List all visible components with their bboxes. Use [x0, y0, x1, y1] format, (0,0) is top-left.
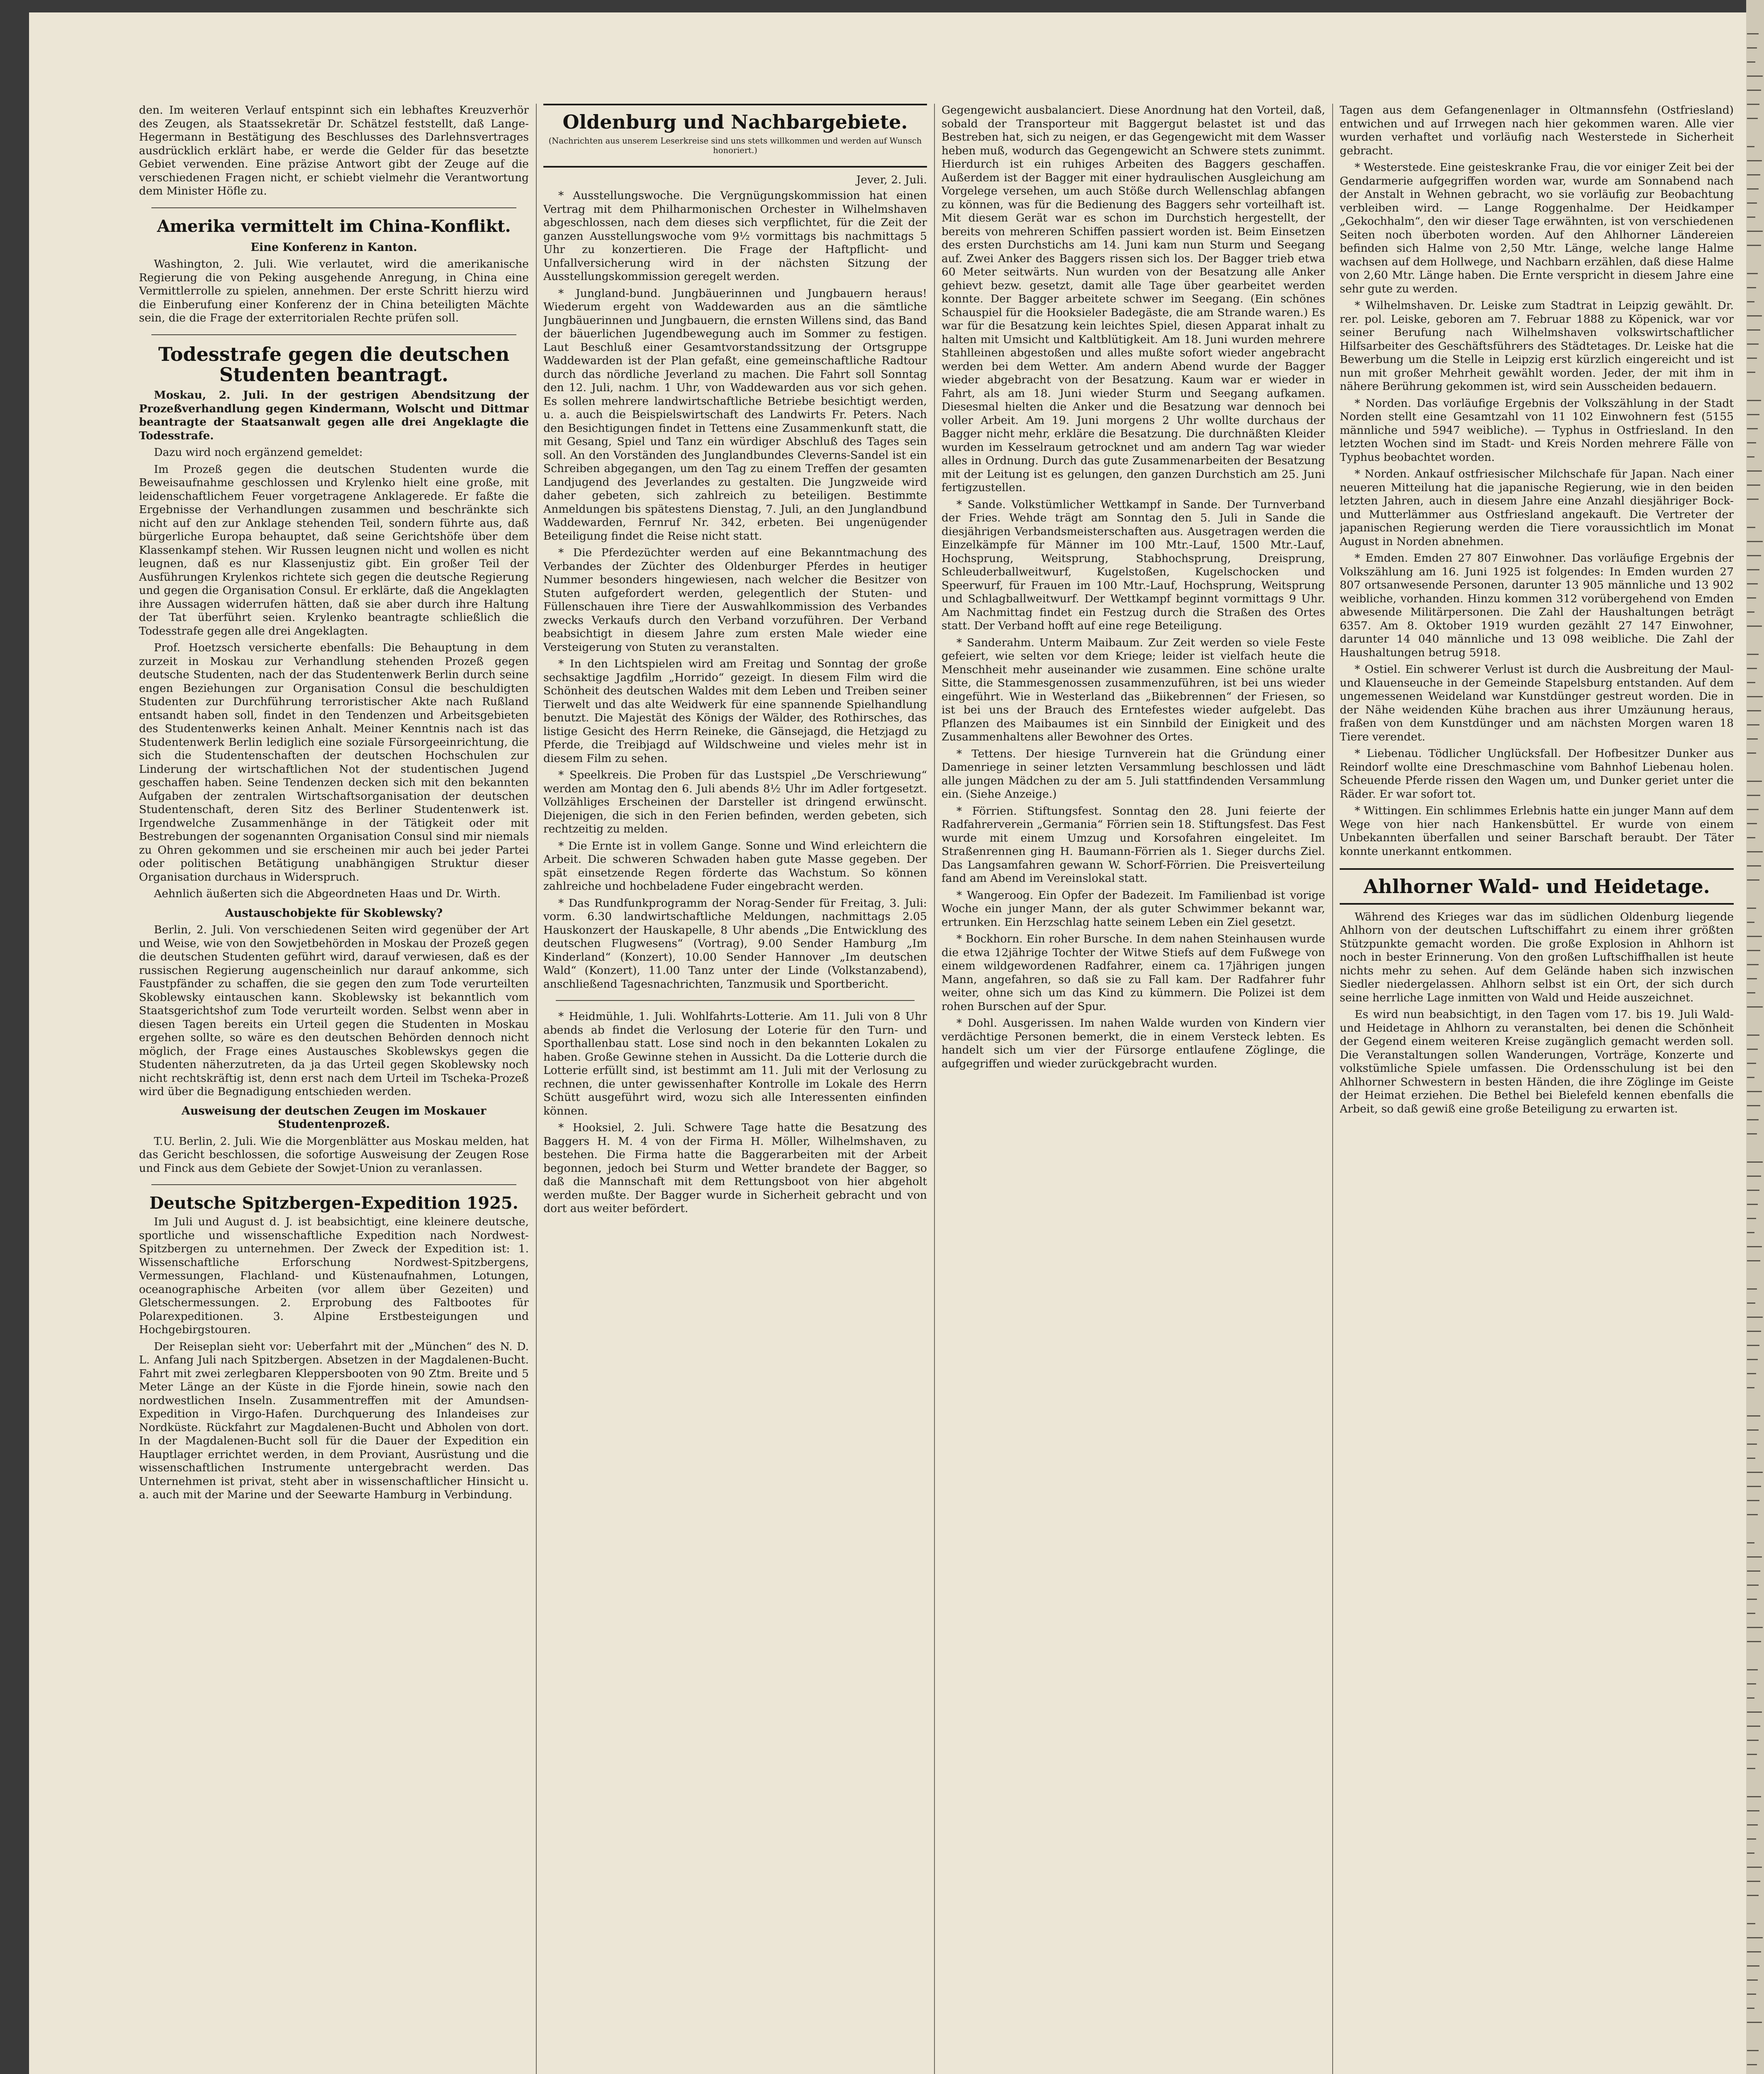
article-paragraph: * Wittingen. Ein schlimmes Erlebnis hatte ein junger Mann auf dem Wege von hier nach Hankensbüttel. Er wurde von einem Unbekannten überfallen und seiner Barschaft beraubt. Der Täter konnte unerkannt entkommen. — [1340, 804, 1734, 858]
edge-text-fragment — [1747, 1697, 1754, 1699]
edge-text-fragment — [1747, 329, 1760, 331]
article-continuation: Gegengewicht ausbalanciert. Diese Anordnung hat den Vorteil, daß, sobald der Transporteur mit Baggergut belastet ist und das Bestreben hat, sich zu neigen, er das Gegengewicht mit dem Wasser heben muß, wodurch das Gegengewicht an Schwere stets zunimmt. Hierdurch ist ein ruhiges Arbeiten des Baggers geschaffen. Außerdem ist der Bagger mit einer hydraulischen Ausgleichung am Vorgelege versehen, um auch Stöße durch Wellenschlag abfangen zu können, was für die Bedienung des Baggers sehr vorteilhaft ist. Mit diesem Gerät war es schon im Durchstich hergestellt, der bereits von mehreren Schiffen passiert worden ist. Beim Einsetzen des ersten Durchstichs am 14. Juni kam nun Sturm und Seegang auf. Zwei Anker des Baggers rissen sich los. Der Bagger trieb etwa 60 Meter seitwärts. Nun wurden von der Besatzung alle Anker gehievt bezw. gesetzt, damit alle Tage über gearbeitet werden konnte. Der Bagger arbeitete schwer im Seegang. (Ein schönes Schauspiel für die Hooksieler Badegäste, die am Strande waren.) Es war für die Besatzung kein leichtes Spiel, diesen Apparat inhalt zu halten mit Umsicht und Kaltblütigkeit. Am 18. Juni wurden mehrere Stahlleinen abgestoßen und alles mußte sofort wieder angebracht werden bei dem Wetter. Am andern Abend wurde der Bagger wieder abgebracht von der Besatzung. Kaum war er wieder in Fahrt, als am 18. Juni wieder Sturm und Seegang aufkamen. Diesesmal hielten die Anker und die Besatzung war dennoch bei voller Arbeit. Am 19. Juni morgens 2 Uhr wollte durchaus der Bagger nicht mehr, erkläre die Besatzung. Die durchnäßten Kleider wurden im Kesselraum getrocknet und am andern Tag war wieder alles in Ordnung. Durch das gute Zusammenarbeiten der Besatzung mit der Leitung ist es gelungen, den ganzen Durchstich am 25. Juni fertigzustellen. — [942, 104, 1325, 494]
edge-text-fragment — [1747, 414, 1759, 415]
edge-text-fragment — [1747, 823, 1757, 824]
edge-text-fragment — [1747, 1937, 1763, 1938]
article-paragraph: * Liebenau. Tödlicher Unglücksfall. Der Hofbesitzer Dunker aus Reindorf wollte eine Dreschmaschine vom Bahnhof Liebenau holen. Scheuende Pferde rissen den Wagen um, und Dunker geriet unter die Räder. Er war sofort tot. — [1340, 747, 1734, 801]
edge-text-fragment — [1747, 936, 1762, 937]
article-paragraph: * Westerstede. Eine geisteskranke Frau, die vor einiger Zeit bei der Gendarmerie aufgegriffen worden war, wurde am Sonnabend nach der Anstalt in Wehnen gebracht, wo sie vorläufig zur Beobachtung verbleiben wird. — Lange Roggenhalme. Der Heidkamper „Gekochhalm“, den wir dieser Tage erwähnten, ist von verschiedenen Seiten noch überboten worden. Auf den Ahlhorner Ländereien befinden sich Halme von 2,50 Mtr. Länge, welche lange Halme wachsen auf dem Hollwege, und Nachbarn erzählen, daß diese Halme von 2,60 Mtr. Länge haben. Die Ernte verspricht in diesem Jahre eine sehr gute zu werden. — [1340, 161, 1734, 295]
edge-text-fragment — [1747, 1923, 1755, 1924]
edge-text-fragment — [1747, 654, 1759, 655]
article-paragraph: * Hooksiel, 2. Juli. Schwere Tage hatte die Besatzung des Baggers H. M. 4 von der Firma H. Möller, Wilhelmshaven, zu bestehen. Die Firma hatte die Baggerarbeiten mit der Arbeit begonnen, jedoch bei Sturm und Wetter brandete der Bagger, so daß die Mannschaft mit dem Rettungsboot von hier abgeholt werden mußte. Der Bagger wurde in Sicherheit gebracht und von dort aus weiter befördert. — [543, 1121, 927, 1215]
edge-text-fragment — [1747, 245, 1761, 246]
edge-text-fragment — [1747, 1641, 1761, 1642]
dateline: Jever, 2. Juli. — [856, 173, 927, 186]
subheadline: Eine Konferenz in Kanton. — [251, 241, 417, 254]
edge-text-fragment — [1747, 47, 1757, 49]
edge-text-fragment — [1747, 1711, 1762, 1713]
article-paragraph: * Norden. Das vorläufige Ergebnis der Volkszählung in der Stadt Norden stellt eine Gesamtzahl von 11 102 Einwohnern fest (5155 männliche und 5947 weibliche). — Typhus in Ostfriesland. In den letzten Wochen sind im Stadt- und Kreis Norden mehrere Fälle von Typhus beobachtet worden. — [1340, 397, 1734, 464]
edge-text-fragment — [1747, 428, 1758, 429]
article-paragraph: Moskau, 2. Juli. In der gestrigen Abendsitzung der Prozeßverhandlung gegen Kindermann, Wolscht und Dittmar beantragte der Staatsanwalt gegen alle drei Angeklagte die Todesstrafe. — [139, 389, 529, 442]
edge-text-fragment — [1747, 2022, 1762, 2023]
section-header-box — [543, 104, 927, 168]
divider — [151, 1184, 516, 1185]
article-paragraph: Aehnlich äußerten sich die Abgeordneten Haas und Dr. Wirth. — [154, 887, 501, 901]
edge-text-fragment — [1747, 1472, 1763, 1473]
article-paragraph: Während des Krieges war das im südlichen Oldenburg liegende Ahlhorn von der deutschen Luftschiffahrt zu einem ihrer größten Stützpunkte gemacht worden. Die große Explosion in Ahlhorn ist noch in bester Erinnerung. Von den großen Luftschiffhallen ist heute nichts mehr zu sehen. Auf dem Gelände haben sich inzwischen Siedler niedergelassen. Ahlhorn selbst ist ein Ort, der sich durch seine herrliche Lage inmitten von Wald und Heide auszeichnet. — [1340, 910, 1734, 1004]
edge-text-fragment — [1747, 1345, 1759, 1346]
column-4 — [1340, 104, 1734, 2074]
edge-text-fragment — [1747, 1570, 1760, 1572]
edge-text-fragment — [1747, 1768, 1755, 1769]
edge-text-fragment — [1747, 1260, 1760, 1261]
article-continuation: den. Im weiteren Verlauf entspinnt sich ein lebhaftes Kreuzverhör des Zeugen, als Staatssekretär Dr. Schätzel feststellt, daß Lange-Hegermann in Bestätigung des Beschlusses des Darlehnsvertrages ausdrücklich erklärt habe, er werde die Gelder für das besetzte Gebiet verwenden. Eine präzise Antwort gibt der Zeuge auf die verschiedenen Fragen nicht, er schiebt vielmehr die Verantwortung dem Minister Höfle zu. — [139, 104, 529, 197]
edge-text-fragment — [1747, 1246, 1762, 1247]
edge-text-fragment — [1747, 978, 1757, 979]
article-paragraph: Es wird nun beabsichtigt, in den Tagen vom 17. bis 19. Juli Wald- und Heidetage in Ahlhorn zu veranstalten, bei denen die Schönheit der Gegend einem weiteren Kreise zugänglich gemacht werden soll. Die Veranstaltungen sollen Wanderungen, Vorträge, Konzerte und volkstümliche Spiele umfassen. Die Ordensschulung ist bei den Ahlhorner Schwestern in besten Händen, die ihre Zöglinge im Geiste der Heimat erziehen. Die Bethel bei Bielefeld kennen ebenfalls die Arbeit, so daß gewiß eine große Beteiligung zu erwarten ist. — [1340, 1008, 1734, 1115]
article-paragraph: Berlin, 2. Juli. Von verschiedenen Seiten wird gegenüber der Art und Weise, wie von den Sowjetbehörden in Moskau der Prozeß gegen die deutschen Studenten geführt wird, darauf verwiesen, daß es der russischen Regierung augenscheinlich nur darauf ankomme, sich Faustpfänder zu schaffen, die sie gegen den zum Tode verurteilten Skoblewsky eintauschen kann. Skoblewsky ist bekanntlich vom Staatsgerichtshof zum Tode verurteilt worden. Selbst wenn aber in diesen Tagen bereits ein Urteil gegen die Studenten in Moskau ergehen sollte, so wäre es den deutschen Behörden dennoch nicht möglich, der Frage eines Austausches Skoblewskys gegen die Studenten näherzutreten, da ja das Urteil gegen Skoblewsky noch nicht rechtskräftig ist, denn erst nach dem Urteil im Tscheka-Prozeß wird über die Begnadigung entschieden werden. — [139, 923, 529, 1098]
edge-text-fragment — [1747, 1119, 1759, 1120]
edge-text-fragment — [1747, 1373, 1756, 1374]
article-paragraph: * Förrien. Stiftungsfest. Sonntag den 28. Juni feierte der Radfahrerverein „Germania“ Förrien sein 18. Stiftungsfest. Das Fest wurde mit einem Umzug und Korsofahren eingeleitet. Im Straßenrennen ging H. Baumann-Förrien als 1. Sieger durchs Ziel. Das Langsamfahren gewann W. Schorf-Förrien. Die Preisverteilung fand am Abend im Vereinslokal statt. — [942, 804, 1325, 885]
edge-text-fragment — [1747, 555, 1761, 556]
edge-text-fragment — [1747, 1979, 1758, 1981]
edge-text-fragment — [1747, 1359, 1758, 1360]
edge-text-fragment — [1747, 1951, 1761, 1952]
edge-text-fragment — [1747, 696, 1763, 697]
edge-text-fragment — [1747, 1796, 1761, 1797]
article-paragraph: * Das Rundfunkprogramm der Norag-Sender für Freitag, 3. Juli: vorm. 6.30 landwirtschaftliche Meldungen, nachmittags 2.05 Hauskonzert der Hauskapelle, 8 Uhr abends „Die Entwicklung des deutschen Flugwesens“ (Vortrag), 9.00 Sender Hamburg „Im Kinderland“ (Konzert), 10.00 Sender Hannover „Im deutschen Wald“ (Konzert), 11.00 Tanz unter der Linde (Volkstanzabend), anschließend Tagesnachrichten, Tanzmusik und Sportbericht. — [543, 896, 927, 991]
edge-text-fragment — [1747, 1740, 1759, 1741]
edge-text-fragment — [1747, 1133, 1757, 1134]
edge-text-fragment — [1747, 851, 1763, 852]
edge-text-fragment — [1747, 1514, 1758, 1515]
edge-text-fragment — [1747, 1415, 1760, 1417]
edge-text-fragment — [1747, 217, 1755, 218]
headline-spitzbergen: Deutsche Spitzbergen-Expedition 1925. — [149, 1193, 518, 1213]
edge-text-fragment — [1747, 710, 1761, 711]
edge-text-fragment — [1747, 1429, 1759, 1431]
divider — [151, 207, 516, 208]
edge-text-fragment — [1747, 358, 1757, 359]
edge-text-fragment — [1747, 1006, 1763, 1008]
newspaper-page — [29, 12, 1746, 2074]
article-paragraph: * Sande. Volkstümlicher Wettkampf in Sande. Der Turnverband der Fries. Wehde trägt am Sonntag den 5. Juli in Sande die diesjährigen Verbandsmeisterschaften aus. Ausgetragen werden die Einzelkämpfe für Männer im 100 Mtr.-Lauf, 1500 Mtr.-Lauf, Hochsprung, Weitsprung, Stabhochsprung, Dreisprung, Schleuderballweitwurf, Kugelstoßen, Kugelschocken und Speerwurf, für Frauen im 100 Mtr.-Lauf, Hochsprung, Weitsprung und Schlagballweitwurf. Der Wettkampf beginnt vormittags 9 Uhr. Am Nachmittag findet ein Festzug durch die Straßen des Ortes statt. Der Verband hofft auf eine rege Beteiligung. — [942, 498, 1325, 632]
edge-text-fragment — [1747, 1669, 1758, 1670]
edge-text-fragment — [1747, 1895, 1759, 1896]
edge-text-fragment — [1747, 1599, 1757, 1600]
edge-text-fragment — [1747, 541, 1763, 542]
column-3 — [942, 104, 1325, 2074]
headline-todesstrafe: Todesstrafe gegen die deutschen Studenten beantragt. — [158, 343, 510, 386]
edge-text-fragment — [1747, 188, 1759, 190]
headline-box-ahlhorn — [1340, 868, 1734, 905]
edge-text-fragment — [1747, 1176, 1761, 1177]
edge-text-fragment — [1747, 484, 1760, 486]
edge-text-fragment — [1747, 315, 1762, 316]
edge-text-fragment — [1747, 301, 1754, 302]
edge-text-fragment — [1747, 1302, 1755, 1304]
edge-text-fragment — [1747, 950, 1760, 951]
edge-text-fragment — [1747, 752, 1756, 754]
edge-text-fragment — [1747, 1500, 1759, 1501]
article-paragraph: * In den Lichtspielen wird am Freitag und Sonntag der große sechsaktige Jagdfilm „Horrido“ gezeigt. In diesem Film wird die Schönheit des deutschen Waldes mit dem Leben und Treiben seiner Tierwelt und das alte Weidwerk für eine spannende Spielhandlung benutzt. Die Majestät des Königs der Wälder, des Rothirsches, das listige Gesicht des Herrn Reineke, die Gänsejagd, die Hetzjagd zu Pferde, die Treibjagd auf Wildschweine und vieles mehr ist in diesem Film zu sehen. — [543, 657, 927, 765]
edge-text-fragment — [1747, 470, 1762, 472]
edge-text-fragment — [1747, 1486, 1761, 1487]
edge-text-fragment — [1747, 1317, 1763, 1318]
article-paragraph: Im Juli und August d. J. ist beabsichtigt, eine kleinere deutsche, sportliche und wissenschaftliche Expedition nach Nordwest-Spitzbergen zu unternehmen. Der Zweck der Expedition ist: 1. Wissenschaftliche Erforschung Nordwest-Spitzbergens, Vermessungen, Flachland- und Küstenaufnahmen, Lotungen, oceanographische Arbeiten (vor allem über Gezeiten) und Gletschermessungen. 2. Erprobung des Faltbootes für Polarexpeditionen. 3. Alpine Erstbesteigungen und Hochgebirgstouren. — [139, 1215, 529, 1336]
edge-text-fragment — [1747, 1754, 1757, 1755]
edge-text-fragment — [1747, 879, 1759, 881]
edge-text-fragment — [1747, 1994, 1756, 1995]
edge-text-fragment — [1747, 908, 1756, 909]
edge-text-fragment — [1747, 1218, 1756, 1219]
article-paragraph: * Heidmühle, 1. Juli. Wohlfahrts-Lotterie. Am 11. Juli von 8 Uhr abends ab findet die Verlosung der Loterie für den Turn- und Sporthallenbau statt. Lose sind noch in den bekannten Lokalen zu haben. Große Gewinne stehen in Aussicht. Da die Lotterie durch die Lotterie erfüllt sind, ist bestimmt am 11. Juli mit der Verlosung zu rechnen, die unter gewissenhafter Kontrolle im Lokale des Herrn Schütt ausgeführt wird, wozu sich alle Interessenten einfinden können. — [543, 1010, 927, 1117]
article-paragraph: * Die Ernte ist in vollem Gange. Sonne und Wind erleichtern die Arbeit. Die schweren Schwaden haben gute Masse gegeben. Der spät einsetzende Regen förderte das Wachstum. So können zahlreiche und hochbeladene Fuder eingebracht werden. — [543, 839, 927, 893]
edge-text-fragment — [1747, 865, 1761, 867]
edge-text-fragment — [1747, 118, 1758, 119]
article-paragraph: * Wangeroog. Ein Opfer der Badezeit. Im Familienbad ist vorige Woche ein junger Mann, der als guter Schwimmer bekannt war, ertrunken. Ein Herzschlag hatte seinem Leben ein Ziel gesetzt. — [942, 889, 1325, 929]
edge-text-fragment — [1747, 724, 1759, 725]
edge-text-fragment — [1747, 1063, 1756, 1064]
edge-text-fragment — [1747, 1444, 1757, 1445]
edge-text-fragment — [1747, 611, 1754, 613]
edge-text-fragment — [1747, 964, 1759, 965]
edge-text-fragment — [1747, 668, 1757, 669]
headline-china-konflikt: Amerika vermittelt im China-Konflikt. — [157, 216, 511, 236]
edge-text-fragment — [1747, 231, 1763, 232]
edge-text-fragment — [1747, 781, 1762, 782]
edge-text-fragment — [1747, 61, 1755, 63]
edge-text-fragment — [1747, 1810, 1759, 1811]
edge-text-fragment — [1747, 343, 1759, 345]
article-paragraph: * Norden. Ankauf ostfriesischer Milchschafe für Japan. Nach einer neueren Mitteilung hat die japanische Regierung, wie in den beiden letzten Jahren, auch in diesem Jahre eine Anzahl diesjähriger Bock- und Mutterlämmer aus Ostfriesland angekauft. Die Vertreter der japanischen Regierung werden die Tiere voraussichtlich im Monat August in Norden abnehmen. — [1340, 467, 1734, 548]
edge-text-fragment — [1747, 1683, 1756, 1685]
edge-text-fragment — [1747, 174, 1760, 175]
edge-text-fragment — [1747, 1204, 1758, 1205]
article-paragraph: Dazu wird noch ergänzend gemeldet: — [154, 446, 363, 459]
edge-text-fragment — [1747, 1726, 1760, 1727]
edge-text-fragment — [1747, 626, 1762, 627]
article-paragraph: * Emden. Emden 27 807 Einwohner. Das vorläufige Ergebnis der Volkszählung am 16. Juni 1925 ist folgendes: In Emden wurden 27 807 ortsanwesende Personen, darunter 13 905 männliche und 13 902 weibliche, vorhanden. Hinzu kommen 312 vorübergehend von Emden abwesende Militärpersonen. Die Zahl der Haushaltungen beträgt 6357. Am 8. Oktober 1919 wurden gezählt 27 147 Einwohner, darunter 14 040 männliche und 13 098 weibliche. Die Zahl der Haushaltungen betrug 5918. — [1340, 552, 1734, 659]
adjacent-page-edge — [1746, 0, 1764, 2074]
edge-text-fragment — [1747, 90, 1761, 91]
divider — [151, 334, 516, 335]
article-paragraph: * Bockhorn. Ein roher Bursche. In dem nahen Steinhausen wurde die etwa 12jährige Tochter der Witwe Stiefs auf dem Fußwege von einem wildgewordenen Radfahrer, einem ca. 17jährigen jungen Mann, angefahren, so daß sie zu Fall kam. Der Radfahrer fuhr weiter, ohne sich um das Kind zu kümmern. Die Polizei ist dem rohen Burschen auf der Spur. — [942, 932, 1325, 1013]
edge-text-fragment — [1747, 1091, 1762, 1092]
edge-text-fragment — [1747, 1965, 1759, 1967]
edge-text-fragment — [1747, 1838, 1756, 1840]
edge-text-fragment — [1747, 104, 1759, 105]
edge-text-fragment — [1747, 33, 1759, 34]
divider — [556, 1000, 915, 1001]
edge-text-fragment — [1747, 273, 1758, 274]
column-separator — [934, 104, 935, 2074]
edge-text-fragment — [1747, 738, 1758, 740]
edge-text-fragment — [1747, 2064, 1757, 2065]
edge-text-fragment — [1747, 1824, 1758, 1826]
edge-text-fragment — [1747, 809, 1759, 810]
edge-text-fragment — [1747, 456, 1754, 458]
edge-text-fragment — [1747, 400, 1761, 401]
edge-text-fragment — [1747, 75, 1763, 77]
edge-text-fragment — [1747, 583, 1758, 584]
article-paragraph: * Die Pferdezüchter werden auf eine Bekanntmachung des Verbandes der Züchter des Oldenburger Pferdes in heutiger Nummer besonders hingewiesen, nach welcher die Besitzer von Stuten aufgefordert werden, gelegentlich der Stuten- und Füllenschauen ihre Tiere der Auswahlkommission des Verbandes zwecks Verkaufs durch den Verband vorzuführen. Der Verband beabsichtigt in diesem Jahre zum ersten Male wieder eine Versteigerung von Stuten zu veranstalten. — [543, 546, 927, 654]
edge-text-fragment — [1747, 499, 1759, 500]
article-paragraph: * Dohl. Ausgerissen. Im nahen Walde wurden von Kindern vier verdächtige Personen bemerkt, die in einem Versteck lebten. Es handelt sich um vier der Fürsorge entlaufene Zöglinge, die aufgegriffen und wieder zurückgebracht wurden. — [942, 1017, 1325, 1070]
article-paragraph: Der Reiseplan sieht vor: Ueberfahrt mit der „München“ des N. D. L. Anfang Juli nach Spitzbergen. Absetzen in der Magdalenen-Bucht. Fahrt mit zwei zerlegbaren Kleppersbooten von 90 Ztm. Breite und 5 Meter Länge an der Küste in die Fjorde hinein, sowie nach den nordwestlichen Inseln. Zusammentreffen mit der Amundsen-Expedition in Virgo-Hafen. Durchquerung des Inlandeises zur Nordküste. Rückfahrt zur Magdalenen-Bucht und Abholen von dort. In der Magdalenen-Bucht soll für die Dauer der Expedition ein Hauptlager errichtet werden, in dem Proviant, Ausrüstung und die wissenschaftlichen Instrumente untergebracht werden. Das Unternehmen ist privat, steht aber in wissenschaftlicher Hinsicht u. a. auch mit der Marine und der Seewarte Hamburg in Verbindung. — [139, 1340, 529, 1502]
edge-text-fragment — [1747, 527, 1755, 528]
edge-text-fragment — [1747, 795, 1760, 796]
article-paragraph: * Ostiel. Ein schwerer Verlust ist durch die Ausbreitung der Maul- und Klauenseuche in der Gemeinde Stapelsburg entstanden. Auf dem ungemessenen Weideland war Kunstdünger gestreut worden. Die in der Nähe weidenden Kühe brachen aus ihrer Umzäunung heraus, fraßen von dem Kunstdünger und am nächsten Morgen waren 18 Tiere verendet. — [1340, 663, 1734, 743]
column-1 — [139, 104, 529, 2074]
headline-ahlhorn: Ahlhorner Wald- und Heidetage. — [1363, 875, 1710, 898]
edge-text-fragment — [1747, 922, 1754, 923]
edge-text-fragment — [1747, 202, 1757, 204]
column-separator — [536, 104, 537, 2074]
subheadline-ausweisung: Ausweisung der deutschen Zeugen im Moskauer Studentenprozeß. — [181, 1104, 487, 1131]
edge-text-fragment — [1747, 2008, 1754, 2009]
edge-text-fragment — [1747, 1627, 1763, 1628]
edge-text-fragment — [1747, 1387, 1754, 1388]
edge-text-fragment — [1747, 1542, 1754, 1543]
edge-text-fragment — [1747, 1881, 1760, 1882]
article-paragraph: * Tettens. Der hiesige Turnverein hat die Gründung einer Damenriege in seiner letzten Versammlung beschlossen und lädt alle jungen Mädchen zu der am 5. Juli stattfindenden Versammlung ein. (Siehe Anzeige.) — [942, 747, 1325, 801]
edge-text-fragment — [1747, 442, 1756, 443]
article-paragraph: Im Prozeß gegen die deutschen Studenten wurde die Beweisaufnahme geschlossen und Krylenko hielt eine große, mit leidenschaftlichem Feuer vorgetragene Anklagerede. Er faßte die Ergebnisse der Verhandlungen zusammen und beschränkte sich nicht auf den zur Anklage stehenden Teil, sondern führte aus, daß bürgerliche Europa behauptet, daß seine Gerichtshöfe über dem Klassenkampf stehen. Wir Russen leugnen nicht und wollen es nicht leugnen, daß es nur Klassenjustiz gibt. Ein großer Teil der Ausführungen Krylenkos richtete sich gegen die deutsche Regierung und gegen die Organisation Consul. Er erklärte, daß die Angeklagten ihre Aussagen widerrufen hätten, daß sie aber durch ihre Haltung der Tat überführt seien. Krylenko beantragte schließlich die Todesstrafe gegen alle drei Angeklagten. — [139, 463, 529, 638]
article-paragraph: * Jungland-bund. Jungbäuerinnen und Jungbauern heraus! Wiederum ergeht von Waddewarden aus an die sämtliche Jungbäuerinnen und Jungbauern, die ernsten Willens sind, das Band der bäuerlichen Jugendbewegung auch im Sommer zu festigen. Laut Beschluß einer Gesamtvorstandssitzung der Ortsgruppe Waddewarden ist der Plan gefaßt, eine gemeinschaftliche Radtour durch das nördliche Jeverland zu machen. Die Fahrt soll Sonntag den 12. Juli, nachm. 1 Uhr, von Waddewarden aus vor sich gehen. Es sollen mehrere landwirtschaftliche Betriebe besichtigt werden, u. a. auch die Beispielswirtschaft des Landwirts Fr. Peters. Nach den Besichtigungen findet in Tettens eine Zusammenkunft statt, die mit Gesang, Spiel und Tanz ein würdiger Abschluß des Tages sein soll. An den Vorständen des Junglandbundes Cleverns-Sandel ist ein Schreiben abgegangen, um den Tag zu einem Treffen der gesamten Landjugend des Jeverlandes zu gestalten. Die Jungzweide wird daher gebeten, sich zahlreich zu beteiligen. Bestimmte Anmeldungen bis spätestens Dienstag, 7. Juli, an den Junglandbund Waddewarden, Fernruf Nr. 342, erbeten. Bei ungenügender Beteiligung findet die Reise nicht statt. — [543, 287, 927, 543]
edge-text-fragment — [1747, 1161, 1763, 1163]
edge-text-fragment — [1747, 1458, 1755, 1459]
article-continuation: Tagen aus dem Gefangenenlager in Oltmannsfehn (Ostfriesland) entwichen und auf Irrwegen nach hier gekommen waren. Alle vier wurden verhaftet und vorläufig nach Westerstede in Sicherheit gebracht. — [1340, 104, 1734, 157]
edge-text-fragment — [1747, 372, 1755, 373]
subheadline-austauschobjekte: Austauschobjekte für Skoblewsky? — [225, 906, 443, 920]
article-paragraph: * Ausstellungswoche. Die Vergnügungskommission hat einen Vertrag mit dem Philharmonischen Orchester in Wilhelmshaven abgeschlossen, nach dem dieses sich verpflichtet, für die Zeit der ganzen Ausstellungswoche vom 9½ vormittags bis nachmittags 5 Uhr zu konzertieren. Die Frage der Haftpflicht- und Unfallversicherung wird in der nächsten Sitzung der Ausstellungskommission geregelt werden. — [543, 189, 927, 283]
edge-text-fragment — [1747, 1852, 1754, 1854]
edge-text-fragment — [1747, 682, 1755, 683]
article-paragraph: Washington, 2. Juli. Wie verlautet, wird die amerikanische Regierung die von Peking ausgehende Anregung, in China eine Vermittlerrolle zu spielen, annehmen. Der erste Schritt hierzu wird die Einberufung einer Konferenz der in China beteiligten Mächte sein, die die Frage der exterritorialen Rechte prüfen soll. — [139, 258, 529, 325]
edge-text-fragment — [1747, 160, 1762, 161]
edge-text-fragment — [1747, 569, 1759, 570]
edge-text-fragment — [1747, 1613, 1755, 1614]
section-lead: (Nachrichten aus unserem Leserkreise sind uns stets willkommen und werden auf Wunsch honoriert.) — [548, 136, 922, 155]
edge-text-fragment — [1747, 1556, 1762, 1558]
edge-text-fragment — [1747, 837, 1755, 838]
edge-text-fragment — [1747, 146, 1754, 147]
edge-text-fragment — [1747, 1585, 1759, 1586]
section-title: Oldenburg und Nachbargebiete. — [562, 111, 908, 133]
article-paragraph: * Speelkreis. Die Proben für das Lustspiel „De Verschriewung“ werden am Montag den 6. Juli abends 8½ Uhr im Adler fortgesetzt. Vollzähliges Erscheinen der Darsteller ist dringend erwünscht. Diejenigen, die sich in den Ferien befinden, werden gebeten, sich rechtzeitig zu melden. — [543, 769, 927, 836]
edge-text-fragment — [1747, 1232, 1754, 1233]
column-2 — [543, 104, 927, 2074]
article-paragraph: * Wilhelmshaven. Dr. Leiske zum Stadtrat in Leipzig gewählt. Dr. rer. pol. Leiske, geboren am 7. Februar 1888 zu Köpenick, war vor seiner Berufung nach Wilhelmshaven volkswirtschaftlicher Hilfsarbeiter des Geschäftsführers des Städtetages. Dr. Leiske hat die Bewerbung um die Stelle in Leipzig erst kürzlich eingereicht und ist nun mit großer Mehrheit gewählt worden. Jeder, der mit ihm in nähere Berührung gekommen ist, wird sein Ausscheiden bedauern. — [1340, 299, 1734, 393]
edge-text-fragment — [1747, 287, 1756, 288]
article-paragraph: T.U. Berlin, 2. Juli. Wie die Morgenblätter aus Moskau melden, hat das Gericht beschlossen, die sofortige Ausweisung der Zeugen Rose und Finck aus dem Gebiete der Sowjet-Union zu veranlassen. — [139, 1134, 529, 1175]
edge-text-fragment — [1747, 1288, 1757, 1290]
edge-text-fragment — [1747, 1105, 1760, 1106]
edge-text-fragment — [1747, 2050, 1759, 2051]
edge-text-fragment — [1747, 597, 1756, 599]
article-paragraph: * Sanderahm. Unterm Maibaum. Zur Zeit werden so viele Feste gefeiert, wie selten vor dem Kriege; leider ist vielfach heute die Menschheit mehr auseinander wie zusammen. Eine schöne uralte Sitte, die Stammesgenossen zusammenzuführen, ist bei uns wieder eingeführt. Wie in Westerland das „Biikebrennen“ der Friesen, so ist bei uns der Brauch des Erntefestes wieder aufgelebt. Das Pflanzen des Maibaumes ist ein Sinnbild der Einigkeit und des Zusammenhaltens aller Bewohner des Ortes. — [942, 636, 1325, 743]
column-separator — [1332, 104, 1333, 2074]
edge-text-fragment — [1747, 1331, 1761, 1332]
edge-text-fragment — [1747, 1077, 1754, 1078]
article-paragraph: Prof. Hoetzsch versicherte ebenfalls: Die Behauptung in dem zurzeit in Moskau zur Verhandlung stehenden Prozeß gegen deutsche Studenten, nach der das Studentenwerk Berlin durch seine engen Beziehungen zur Organisation Consul die beschuldigten Studenten zur Durchführung terroristischer Akte nach Rußland entsandt haben soll, findet in den Tendenzen und Arbeitsgebieten des Studentenwerks keinen Anhalt. Meiner Kenntnis nach ist das Studentenwerk Berlin lediglich eine soziale Fürsorgeeinrichtung, die sich die Studentenschaften der deutschen Hochschulen zur Linderung der wirtschaftlichen Not der studentischen Jugend geschaffen haben. Seine Tendenzen decken sich mit den bekannten Aufgaben der zentralen Wirtschaftsorganisation der deutschen Studentenschaft, deren Sitz des Berliner Studentenwerk ist. Irgendwelche Zusammenhänge in der Tätigkeit oder mit Bestrebungen der sogenannten Organisation Consul sind mir niemals zu Ohren gekommen und sie erscheinen mir auch bei jeder Partei oder politischen Betätigung unabhängigen Struktur dieser Organisation durchaus in Widerspruch. — [139, 641, 529, 884]
edge-text-fragment — [1747, 1190, 1759, 1191]
edge-text-fragment — [1747, 1035, 1759, 1036]
edge-text-fragment — [1747, 992, 1755, 993]
edge-text-fragment — [1747, 1049, 1758, 1050]
edge-text-fragment — [1747, 1867, 1762, 1868]
